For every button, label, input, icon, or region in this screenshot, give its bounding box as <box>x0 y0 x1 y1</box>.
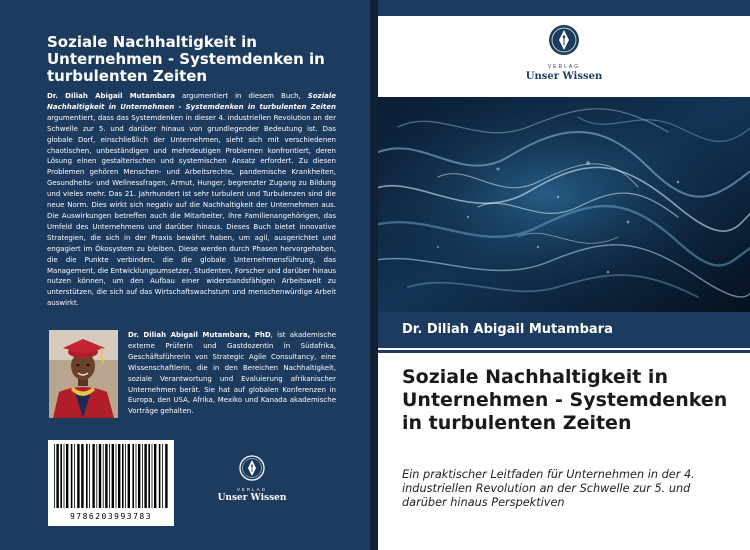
barcode-bar <box>162 444 163 508</box>
front-cover-title: Soziale Nachhaltigkeit in Unternehmen - Systemdenken in turbulenten Zeiten <box>402 366 728 434</box>
barcode-bar <box>122 444 124 508</box>
barcode-bar <box>132 444 134 508</box>
back-cover-title: Soziale Nachhaltigkeit in Unternehmen - Systemdenken in turbulenten Zeiten <box>47 33 325 85</box>
author-band <box>378 312 750 348</box>
barcode-bar <box>128 444 130 508</box>
bio-author: Dr. Diliah Abigail Mutambara, PhD <box>128 331 271 339</box>
front-cover-subtitle: Ein praktischer Leitfaden für Unternehmen in der 4. industriellen Revolution an der Schwelle zur 5. und darüber hinaus Perspektiven <box>402 468 695 509</box>
barcode-bar <box>81 444 83 508</box>
barcode-bar <box>112 444 114 508</box>
barcode-bar <box>109 444 110 508</box>
barcode-bar <box>148 444 150 508</box>
pen-nib-emblem-icon <box>548 24 580 56</box>
barcode-bar <box>138 444 140 508</box>
blurb-book-title: Soziale Nachhaltigkeit in Unternehmen - Systemdenken in turbulenten Zeiten <box>47 92 336 111</box>
barcode-bar <box>105 444 107 508</box>
barcode-bar <box>125 444 126 508</box>
barcode-bar <box>74 444 75 508</box>
barcode-bar <box>66 444 68 508</box>
author-photo <box>49 330 118 418</box>
barcode-bar <box>116 444 117 508</box>
back-publisher-verlag: VERLAG <box>236 487 268 492</box>
turbulent-water-illustration <box>378 97 750 312</box>
barcode-bar <box>159 444 161 508</box>
front-publisher-verlag: VERLAG <box>547 64 581 70</box>
barcode-bar <box>64 444 65 508</box>
blurb-text-1: argumentiert in diesem Buch, <box>174 92 308 100</box>
barcode-bar <box>103 444 104 508</box>
isbn-barcode <box>48 440 174 526</box>
barcode-bar <box>154 444 156 508</box>
front-publisher-logo <box>504 24 624 82</box>
barcode-bar <box>136 444 137 508</box>
front-publisher-name: Unser Wissen <box>525 71 603 82</box>
author-bio <box>128 330 336 417</box>
author-portrait-illustration <box>49 330 118 418</box>
barcode-bar <box>96 444 97 508</box>
back-cover <box>0 0 370 550</box>
barcode-bar <box>89 444 90 508</box>
spine <box>370 0 378 550</box>
barcode-bar <box>60 444 62 508</box>
cover-image-turbulent-water <box>378 97 750 312</box>
barcode-bar <box>165 444 167 508</box>
back-publisher-name: Unser Wissen <box>217 493 287 503</box>
blurb-text-2: argumentiert, dass das Systemdenken in dieser 4. industriellen Revolution an der Schwelle zur 5. und darüber hinaus von grundlegender Bedeutung ist. Das globale Dorf, einschließlich der Unternehmen, sieht sich mit verschiedenen chaotischen, unbeständigen und mehrdeutigen Problemen konfrontiert, deren Lösung einen gestalterischen und systemischen Ansatz erfordert. Zu diesen Problemen gehören Menschen- und Arbeitsrechte, pandemische Krankheiten, Gesundheits- und Wellnessfragen, Armut, Hunger, begrenzter Zugang zu Bildung und vieles mehr. Das 21. Jahrhundert ist sehr turbulent und Turbulenzen sind die neue Norm. Dies wirkt sich negativ auf die Nachhaltigkeit der Unternehmen aus. Die Auswirkungen betreffen auch die Mitarbeiter, ihre Familienangehörigen, das Umfeld des Unternehmens und darüber hinaus. Dieses Buch bietet innovative Strategien, die sich in der Praxis bewährt haben, um agil, ausgerichtet und engagiert im Ökosystem zu bleiben. Diese werden durch Phasen hervorgehoben, die die Punkte verbinden, die die globale Unternehmensführung, das Management, die Entwicklungsumsetzer, Studenten, Forscher und darüber hinaus nutzen können, um den Aufbau einer widerstandsfähigen Arbeitswelt zu unterstützen, die sich auf das Wirtschaftswachstum und menschenwürdige Arbeit auswirkt. <box>47 113 336 308</box>
front-author-name: Dr. Diliah Abigail Mutambara <box>402 322 613 337</box>
barcode-bar <box>144 444 146 508</box>
isbn-digits: 9786203993783 <box>69 512 153 521</box>
blurb-author: Dr. Diliah Abigail Mutambara <box>47 92 175 100</box>
divider-rule <box>378 350 750 353</box>
barcode-icon <box>48 440 174 512</box>
front-top-bar <box>378 0 750 16</box>
barcode-bar <box>142 444 143 508</box>
pen-nib-emblem-icon <box>239 455 265 481</box>
front-cover <box>378 0 750 550</box>
back-cover-blurb <box>47 91 336 309</box>
barcode-bar <box>77 444 79 508</box>
barcode-bar <box>56 444 58 508</box>
back-publisher-logo <box>217 455 287 503</box>
barcode-bar <box>71 444 73 508</box>
bio-text: , ist akademische externe Prüferin und Gastdozentin in Südafrika, Geschäftsführerin von Strategic Agile Consultancy, eine Wissenschaftlerin, die in den Bereichen Nachhaltigkeit, soziale Verantwortung und Evaluierung afrikanischer Unternehmen berät. Sie hat auf globalen Konferenzen in Europa, den USA, Afrika, Mexiko und Kanada akademische Vorträge gehalten. <box>128 331 336 416</box>
barcode-bar <box>118 444 120 508</box>
barcode-bar <box>99 444 101 508</box>
barcode-bar <box>92 444 94 508</box>
barcode-bar <box>86 444 88 508</box>
barcode-bar <box>54 444 55 508</box>
barcode-bar <box>152 444 153 508</box>
